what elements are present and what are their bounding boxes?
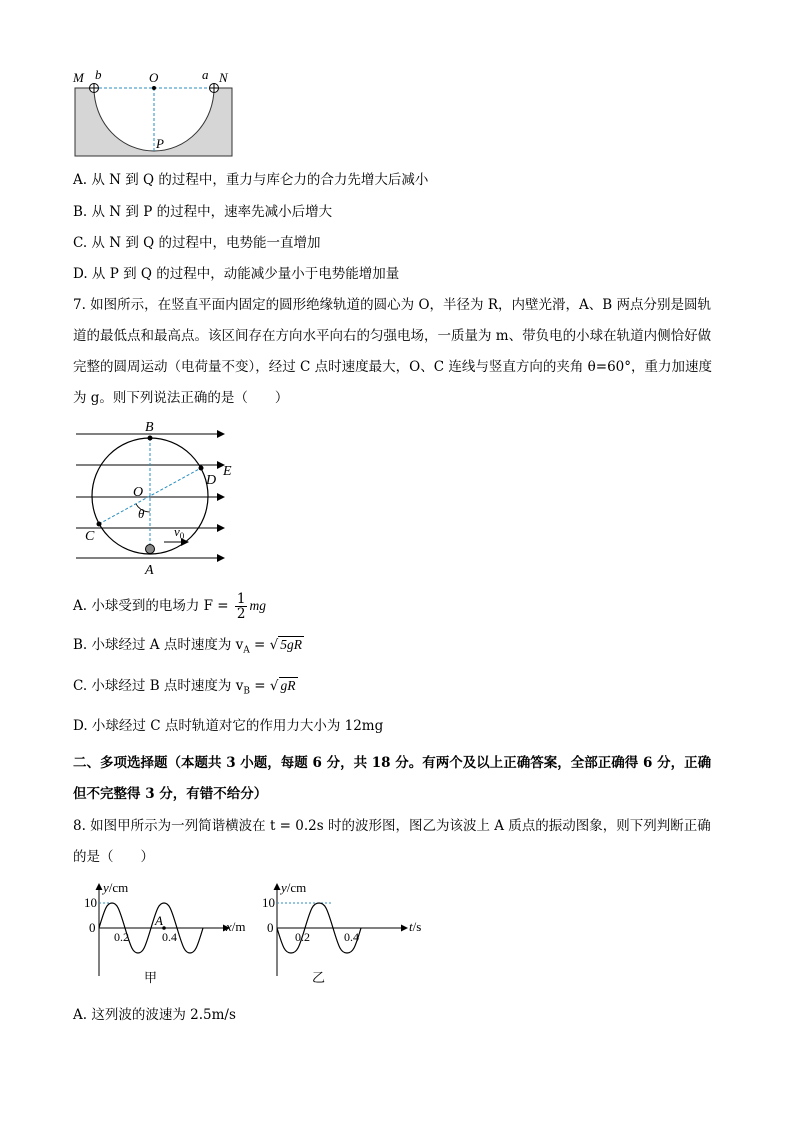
xlabel: t/s <box>409 919 422 934</box>
label-theta: θ <box>138 506 145 521</box>
q7-figure <box>72 418 242 580</box>
q7-option-c: C. 小球经过 B 点时速度为 $v_B$ = √ gR <box>73 678 296 697</box>
q6-option-a: A. 从 N 到 Q 的过程中，重力与库仑力的合力先增大后减小 <box>73 172 429 188</box>
ylabel: y/cm <box>281 880 307 895</box>
q8-stem: 8. 如图甲所示为一列简谐横波在 t = 0.2s 时的波形图，图乙为该波上 A 质点的振动图象，则下列判断正确的是（ ） <box>73 818 711 865</box>
q6-option-b: B. 从 N 到 P 的过程中，速率先减小后增大 <box>73 204 333 220</box>
point-D <box>199 466 204 471</box>
q8-option-a: A. 这列波的波速为 2.5m/s <box>73 1007 236 1023</box>
xlabel: x/m <box>226 919 246 934</box>
q8-graph-jia <box>84 878 254 988</box>
label-P: P <box>156 136 164 151</box>
ball-icon <box>146 545 155 554</box>
label-O: O <box>149 70 159 85</box>
label-A: A <box>145 563 154 578</box>
label-M: M <box>73 70 84 85</box>
q7-option-a: A. 小球受到的电场力 F = $\frac{1}{2}$ mg <box>73 591 266 622</box>
tick-0.4: 0.4 <box>162 930 177 944</box>
label-a: a <box>202 68 209 82</box>
zero-label: 0 <box>89 920 96 935</box>
caption-yi: 乙 <box>312 970 326 985</box>
q7-stem: 7. 如图所示，在竖直平面内固定的圆形绝缘轨道的圆心为 O，半径为 R，内壁光滑，A、B 两点分别是圆轨道的最低点和最高点。该区间存在方向水平向右的匀强电场，一质量为 m、带负电的小球在轨道内侧恰好做完整的圆周运动（电荷量不变），经过 C 点时速度最大，O、C 连线与竖直方向的夹角 θ=60°，重力加速度为 g。则下列说法正确的是（ ） <box>73 297 713 406</box>
q6-option-d: D. 从 P 到 Q 的过程中，动能减少量小于电势能增加量 <box>73 266 400 282</box>
point-B <box>148 436 153 441</box>
label-A: A <box>155 913 163 928</box>
section-2-heading: 二、多项选择题（本题共 3 小题，每题 6 分，共 18 分。有两个及以上正确答案，全部正确得 6 分，正确但不完整得 3 分，有错不给分） <box>73 755 712 802</box>
q6-option-c: C. 从 N 到 Q 的过程中，电势能一直增加 <box>73 235 321 251</box>
label-b: b <box>95 68 102 82</box>
fraction-half: $\frac{1}{2}$ <box>236 591 246 622</box>
point-C <box>97 522 102 527</box>
label-E: E <box>223 464 232 479</box>
label-C: C <box>85 529 95 544</box>
zero-label: 0 <box>267 920 274 935</box>
tick-0.2: 0.2 <box>295 930 310 944</box>
center-dot <box>152 86 156 90</box>
y10-label: 10 <box>84 895 97 910</box>
tick-0.4: 0.4 <box>344 930 359 944</box>
label-O: O <box>133 485 144 500</box>
q6-figure <box>70 68 240 160</box>
charge-b-icon <box>90 84 99 93</box>
y10-label: 10 <box>262 895 275 910</box>
label-D: D <box>206 473 217 488</box>
label-v0: $v_0$ <box>174 524 185 541</box>
q7-option-d: D. 小球经过 C 点时轨道对它的作用力大小为 12mg <box>73 718 384 734</box>
tick-0.2: 0.2 <box>114 930 129 944</box>
q8-graph-yi <box>262 878 432 988</box>
label-N: N <box>219 70 228 85</box>
label-B: B <box>145 420 154 435</box>
ylabel: y/cm <box>103 880 129 895</box>
q7-option-b: B. 小球经过 A 点时速度为 $v_A$ = √ 5gR <box>73 637 303 656</box>
charge-a-icon <box>210 84 219 93</box>
caption-jia: 甲 <box>144 970 158 985</box>
